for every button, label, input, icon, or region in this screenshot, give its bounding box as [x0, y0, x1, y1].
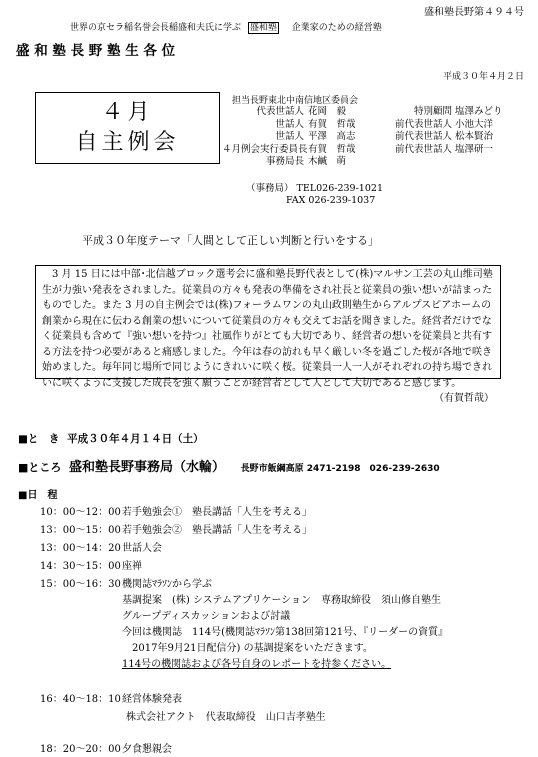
advisor-row — [392, 119, 503, 132]
committee-role: 事務局長 — [265, 156, 304, 168]
committee-role: 世話人 — [275, 131, 304, 143]
schedule-item — [40, 690, 182, 705]
committee-row — [222, 156, 398, 169]
committee-list — [222, 106, 398, 169]
advisor-name: 松本賢治 — [455, 131, 494, 143]
schedule-time: 14：30～15：00 — [40, 561, 121, 572]
schedule-subline: 今回は機関誌 114号(機関誌ﾏﾗｿﾝ第138回第121号、『リーダーの資質』 — [122, 627, 449, 638]
tagline-post: 企業家のための経営塾 — [291, 23, 382, 33]
schedule-item — [40, 521, 312, 536]
advisor-name: 小池大洋 — [455, 118, 494, 130]
schedule-time: 16：40～18：10 — [40, 694, 121, 705]
schedule-item — [40, 740, 172, 755]
schedule-time: 10：00～12：00 — [40, 507, 121, 518]
committee-role: 代表世話人 — [256, 106, 304, 117]
issue-number: 盛和塾長野第４９４号 — [424, 7, 524, 18]
program-label: ■日 程 — [18, 490, 58, 501]
event-venue — [18, 456, 440, 475]
office-label: （事務局） — [246, 183, 294, 194]
venue-label: ■ところ — [18, 461, 62, 474]
committee-name: 有賀 哲哉 — [308, 118, 356, 130]
venue-address: 長野市飯綱高原 2471-2198 026-239-2630 — [240, 464, 440, 474]
advisor-list — [392, 106, 503, 156]
annual-theme: 平成３０年度テーマ「人間として正しい判断と行いをする」 — [82, 234, 379, 247]
schedule-time: 18：20～20：00 — [40, 744, 121, 755]
advisor-name: 塩澤研一 — [455, 143, 494, 155]
date-label: ■と き — [18, 433, 60, 445]
advisor-row — [392, 131, 503, 144]
schedule-text: 若手勉強会① 塾長講話「人生を考える」 — [122, 507, 312, 518]
advisor-name: 塩澤みどり — [455, 106, 503, 117]
schedule-subline: 2017年9月21日配信分) の基調提案をいただきます。 — [122, 643, 373, 654]
committee-heading: 担当長野東北中南信地区委員会 — [232, 96, 359, 106]
event-title-box — [35, 92, 220, 164]
advisor-role: 前代表世話人 — [394, 143, 452, 155]
office-tel — [246, 180, 383, 194]
advisor-role: 前代表世話人 — [394, 118, 452, 130]
schedule-item — [40, 575, 212, 590]
message-box — [35, 265, 501, 404]
committee-row — [222, 106, 398, 119]
committee-name: 木鹹 萌 — [308, 156, 347, 168]
schedule-subline: グループディスカッションおよび討議 — [122, 611, 291, 622]
committee-role: 世話人 — [275, 118, 304, 130]
schedule-subline: 株式会社アクト 代表取締役 山口吉孝塾生 — [126, 712, 326, 723]
advisor-row — [392, 144, 503, 157]
venue-value: 盛和塾長野事務局（水輪） — [68, 460, 225, 475]
schedule-time: 15：00～16：30 — [40, 579, 121, 590]
schedule-time: 13：00～15：00 — [40, 525, 121, 536]
schedule-text: 経営体験発表 — [122, 694, 182, 705]
schedule-subline-note: 114号の機関誌および各号自身のレポートを持参ください。 — [122, 659, 392, 670]
fax-number: FAX 026-239-1037 — [286, 195, 376, 206]
schedule-time: 13：00～14：20 — [40, 543, 121, 554]
committee-role: ４月例会実行委員長 — [222, 143, 308, 155]
schedule-item — [40, 503, 312, 518]
event-title-name: 自主例会 — [75, 130, 180, 155]
message-signature: （有賀哲哉） — [434, 393, 494, 404]
schedule-subline: 基調提案 (株) システムアプリケーション 専務取締役 須山修自塾生 — [122, 595, 441, 606]
addressee: 盛 和 塾 長 野 塾 生 各 位 — [16, 43, 176, 59]
committee-name: 平澤 高志 — [308, 131, 356, 143]
event-title-month: ４月 — [101, 100, 154, 125]
schedule-item — [40, 557, 142, 572]
issue-date: 平成３０年４月２日 — [442, 72, 524, 82]
schedule-text: 夕食懇親会 — [122, 744, 172, 755]
tagline-pre: 世界の京セラ稲名誉会長稲盛和夫氏に学ぶ — [70, 23, 242, 33]
committee-name: 花岡 毅 — [308, 106, 347, 117]
message-body: 3 月 15 日には中部･北信越ブロック選考会に盛和塾長野代表として(株)マルサン工芸の丸山维司塾生が力強い発表をされました。従業員の方々も発表の準備をされ社長と従業員の強い想いが詰まったものでした。また 3 月の自主例会では(株)フォーラムワンの丸山政則塾生からアルプスピアホームの創業から現在に伝わる創業の想いについて従業員の方々も交えてお話を聞きました。経営者だけでなく従業員も含めて『強い想いを持つ』社風作りがとても大切であり、経営者の想いを従業員と共有する方法を持つ必要があると痛感しました。今年は春の訪れも早く厳しい冬を過ごした桜が各地で咲き始めました。毎年同じ場所で同じようにきれいに咲く桜。従業員一人一人がそれぞれの持ち場できれいに咲くように支援した成長を強く願うことが経営者として人として大切であると感じます。 — [42, 269, 493, 389]
committee-row — [222, 131, 398, 144]
schedule-text: 座禅 — [122, 561, 142, 572]
tagline-tag: 盛和塾 — [249, 23, 277, 33]
schedule-text: 機関誌ﾏﾗｿﾝから学ぶ — [122, 579, 212, 590]
event-date — [18, 431, 204, 446]
advisor-row — [392, 106, 503, 119]
tagline — [70, 20, 382, 33]
schedule-text: 世話人会 — [122, 543, 162, 554]
schedule-item — [40, 539, 162, 554]
advisor-role: 前代表世話人 — [394, 131, 452, 143]
committee-row — [222, 144, 398, 157]
advisor-role: 特別顧問 — [413, 106, 452, 117]
date-value: 平成３０年４月１４日（土） — [67, 433, 204, 445]
schedule-text: 若手勉強会② 塾長講話「人生を考える」 — [122, 525, 312, 536]
committee-row — [222, 119, 398, 132]
tel-number: TEL026-239-1021 — [296, 183, 383, 194]
committee-name: 有賀 哲哉 — [308, 143, 356, 155]
